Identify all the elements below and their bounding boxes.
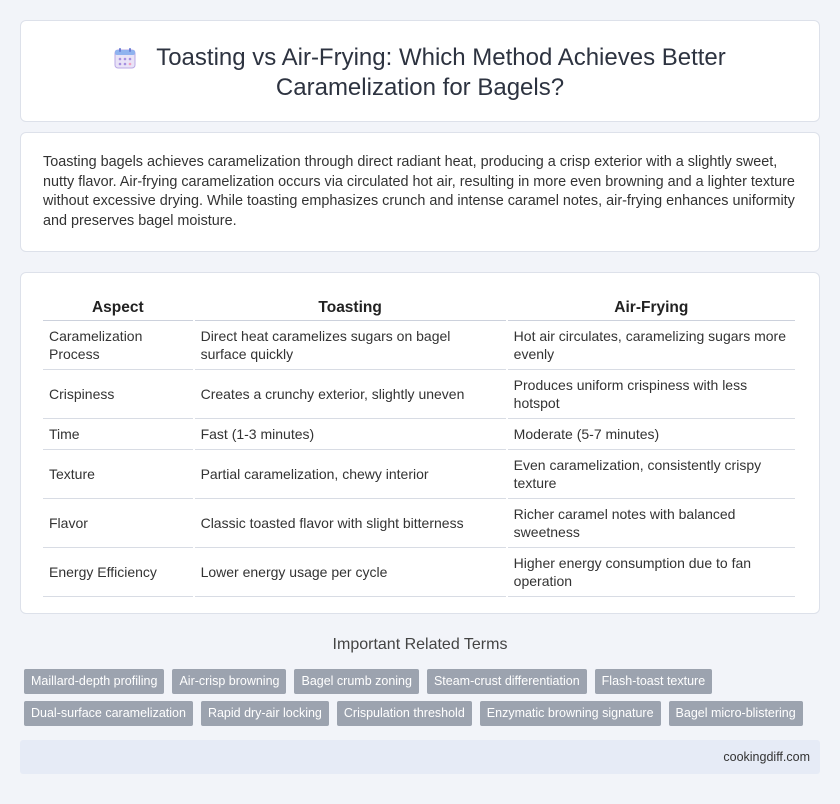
air-frying-cell: Produces uniform crispiness with less hotspot xyxy=(508,370,795,419)
table-row xyxy=(43,499,795,548)
aspect-cell: Caramelization Process xyxy=(43,321,193,370)
related-terms-heading: Important Related Terms xyxy=(332,636,508,653)
table-row xyxy=(43,370,795,419)
related-term-tag[interactable]: Bagel micro-blistering xyxy=(669,701,803,726)
table-row xyxy=(43,321,795,370)
table-row xyxy=(43,419,795,450)
related-term-tag[interactable]: Crispulation threshold xyxy=(337,701,472,726)
header-toasting: Toasting xyxy=(195,295,506,321)
toasting-cell: Partial caramelization, chewy interior xyxy=(195,450,506,499)
related-term-tag[interactable]: Air-crisp browning xyxy=(172,669,286,694)
air-frying-cell: Hot air circulates, caramelizing sugars more evenly xyxy=(508,321,795,370)
air-frying-cell: Richer caramel notes with balanced sweetness xyxy=(508,499,795,548)
air-frying-cell: Even caramelization, consistently crispy texture xyxy=(508,450,795,499)
title-line-1: Toasting vs Air-Frying: Which Method Achieves Better xyxy=(156,44,726,71)
intro-paragraph: Toasting bagels achieves caramelization through direct radiant heat, producing a crisp exterior with a slightly sweet, nutty flavor. Air-frying caramelization occurs via circulated hot air, resulting in more even browning and a lighter texture without excessive drying. While toasting emphasizes crunch and intense caramel notes, air-frying enhances uniformity and preserves bagel moisture. xyxy=(43,154,795,229)
aspect-cell: Energy Efficiency xyxy=(43,548,193,597)
related-term-tag[interactable]: Maillard-depth profiling xyxy=(24,669,164,694)
table-header-row xyxy=(43,295,795,321)
related-term-tag[interactable]: Enzymatic browning signature xyxy=(480,701,661,726)
title-line-2: Caramelization for Bagels? xyxy=(275,74,565,101)
title-card xyxy=(20,20,820,122)
air-frying-cell: Moderate (5-7 minutes) xyxy=(508,419,795,450)
footer xyxy=(20,740,820,774)
aspect-cell: Crispiness xyxy=(43,370,193,419)
header-aspect: Aspect xyxy=(43,295,193,321)
related-term-tag[interactable]: Steam-crust differentiation xyxy=(427,669,587,694)
header-air-frying: Air-Frying xyxy=(508,295,795,321)
related-term-tag[interactable]: Bagel crumb zoning xyxy=(294,669,418,694)
intro-card xyxy=(20,132,820,252)
calendar-icon xyxy=(114,47,136,69)
comparison-card xyxy=(20,272,820,614)
related-term-tag[interactable]: Flash-toast texture xyxy=(595,669,713,694)
aspect-cell: Texture xyxy=(43,450,193,499)
toasting-cell: Fast (1-3 minutes) xyxy=(195,419,506,450)
tag-row xyxy=(24,669,824,694)
toasting-cell: Creates a crunchy exterior, slightly uneven xyxy=(195,370,506,419)
related-term-tag[interactable]: Rapid dry-air locking xyxy=(201,701,329,726)
table-row xyxy=(43,450,795,499)
aspect-cell: Flavor xyxy=(43,499,193,548)
air-frying-cell: Higher energy consumption due to fan operation xyxy=(508,548,795,597)
site-name[interactable]: cookingdiff.com xyxy=(723,750,810,764)
related-term-tag[interactable]: Dual-surface caramelization xyxy=(24,701,193,726)
related-terms-tags xyxy=(24,669,824,733)
comparison-table xyxy=(41,295,797,597)
toasting-cell: Direct heat caramelizes sugars on bagel surface quickly xyxy=(195,321,506,370)
table-row xyxy=(43,548,795,597)
toasting-cell: Lower energy usage per cycle xyxy=(195,548,506,597)
aspect-cell: Time xyxy=(43,419,193,450)
tag-row xyxy=(24,701,824,726)
page-title xyxy=(21,43,819,103)
toasting-cell: Classic toasted flavor with slight bitterness xyxy=(195,499,506,548)
